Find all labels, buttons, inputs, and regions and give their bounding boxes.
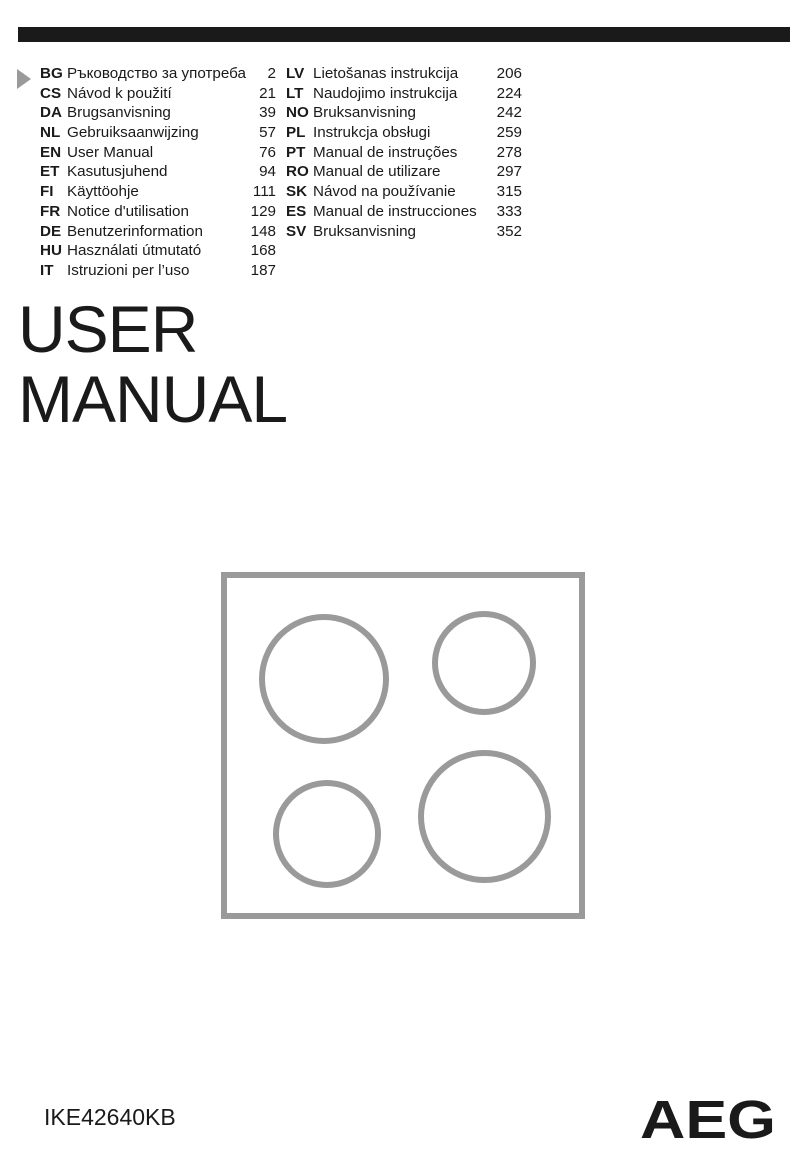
- language-code: EN: [40, 143, 62, 161]
- page-number: 333: [496, 202, 522, 220]
- language-entry-fi: [40, 182, 276, 202]
- language-name: Bruksanvisning: [313, 104, 416, 122]
- page-number: 148: [250, 222, 276, 240]
- page-number: 297: [496, 163, 522, 181]
- page-number: 76: [259, 143, 276, 161]
- language-name: Használati útmutató: [67, 242, 202, 260]
- language-entry-sv: [286, 222, 522, 242]
- language-entry-pt: [286, 143, 522, 163]
- language-entry-lt: [286, 84, 522, 104]
- language-list-right: [286, 64, 522, 241]
- page-number: 2: [267, 65, 276, 82]
- language-name: Ръководство за употреба: [67, 65, 246, 82]
- language-code: SK: [286, 183, 308, 201]
- page-number: 168: [250, 242, 276, 260]
- language-name: Gebruiksaanwijzing: [67, 124, 199, 142]
- language-code: FI: [40, 183, 54, 201]
- language-entry-et: [40, 162, 276, 182]
- language-code: CS: [40, 84, 62, 102]
- language-code: ET: [40, 163, 60, 181]
- page-number: 187: [250, 261, 276, 279]
- language-code: IT: [40, 261, 54, 279]
- language-entry-no: [286, 103, 522, 123]
- language-entry-lv: [286, 64, 522, 84]
- language-name: Käyttöohje: [67, 183, 139, 201]
- cooking-zone-front-left: [259, 614, 389, 744]
- language-name: Lietošanas instrukcija: [313, 65, 459, 82]
- page-number: 242: [496, 104, 522, 122]
- model-number: IKE42640KB: [44, 1104, 176, 1130]
- page-number: 315: [496, 183, 522, 201]
- language-entry-de: [40, 222, 276, 242]
- language-entry-en: [40, 143, 276, 163]
- brand-logo-text: AEG: [640, 1096, 776, 1142]
- page-number: 111: [252, 183, 276, 201]
- language-code: NL: [40, 124, 61, 142]
- page-title: [18, 294, 287, 434]
- language-entry-ro: [286, 162, 522, 182]
- language-name: Manual de utilizare: [313, 163, 441, 181]
- page-number: 21: [259, 84, 276, 102]
- language-list-left: [40, 64, 276, 281]
- title-line-1: USER: [18, 292, 198, 366]
- language-name: Návod na používanie: [313, 183, 456, 201]
- language-code: NO: [286, 104, 309, 122]
- page-number: 224: [496, 84, 522, 102]
- language-code: BG: [40, 65, 63, 82]
- language-name: Manual de instrucciones: [313, 202, 477, 220]
- language-name: Naudojimo instrukcija: [313, 84, 458, 102]
- language-entry-es: [286, 202, 522, 222]
- aeg-logo: [640, 1096, 776, 1142]
- language-name: Benutzerinformation: [67, 222, 203, 240]
- language-entry-it: [40, 261, 276, 281]
- language-entry-nl: [40, 123, 276, 143]
- language-code: HU: [40, 242, 62, 260]
- language-name: Manual de instruções: [313, 143, 458, 161]
- page-number: 94: [259, 163, 276, 181]
- page-number: 129: [250, 202, 276, 220]
- language-entry-bg: [40, 64, 276, 84]
- cooking-zone-rear-left: [273, 780, 381, 888]
- language-code: LT: [286, 84, 304, 102]
- hob-diagram: [221, 572, 585, 919]
- page-number: 206: [496, 65, 522, 82]
- language-name: Istruzioni per l’uso: [67, 261, 190, 279]
- language-code: ES: [286, 202, 307, 220]
- language-code: DA: [40, 104, 62, 122]
- language-code: PL: [286, 124, 306, 142]
- language-code: PT: [286, 143, 306, 161]
- top-bar: [18, 27, 790, 42]
- language-entry-hu: [40, 241, 276, 261]
- cooking-zone-front-right: [418, 750, 551, 883]
- language-entry-pl: [286, 123, 522, 143]
- language-entry-fr: [40, 202, 276, 222]
- language-entry-cs: [40, 84, 276, 104]
- language-code: DE: [40, 222, 62, 240]
- language-name: Notice d'utilisation: [67, 202, 189, 220]
- language-name: Návod k použití: [67, 84, 172, 102]
- language-name: Kasutusjuhend: [67, 163, 168, 181]
- language-entry-da: [40, 103, 276, 123]
- current-language-marker-icon: [17, 69, 31, 89]
- language-code: RO: [286, 163, 309, 181]
- page-number: 57: [259, 124, 276, 142]
- page-number: 39: [259, 104, 276, 122]
- page-number: 278: [496, 143, 522, 161]
- language-name: Brugsanvisning: [67, 104, 171, 122]
- page-number: 352: [496, 222, 522, 240]
- language-name: User Manual: [67, 143, 154, 161]
- language-name: Instrukcja obsługi: [313, 124, 431, 142]
- cooking-zone-rear-right: [432, 611, 536, 715]
- language-name: Bruksanvisning: [313, 222, 416, 240]
- language-code: SV: [286, 222, 307, 240]
- language-code: LV: [286, 65, 305, 82]
- title-line-2: MANUAL: [18, 362, 288, 436]
- language-entry-sk: [286, 182, 522, 202]
- page-number: 259: [496, 124, 522, 142]
- language-code: FR: [40, 202, 61, 220]
